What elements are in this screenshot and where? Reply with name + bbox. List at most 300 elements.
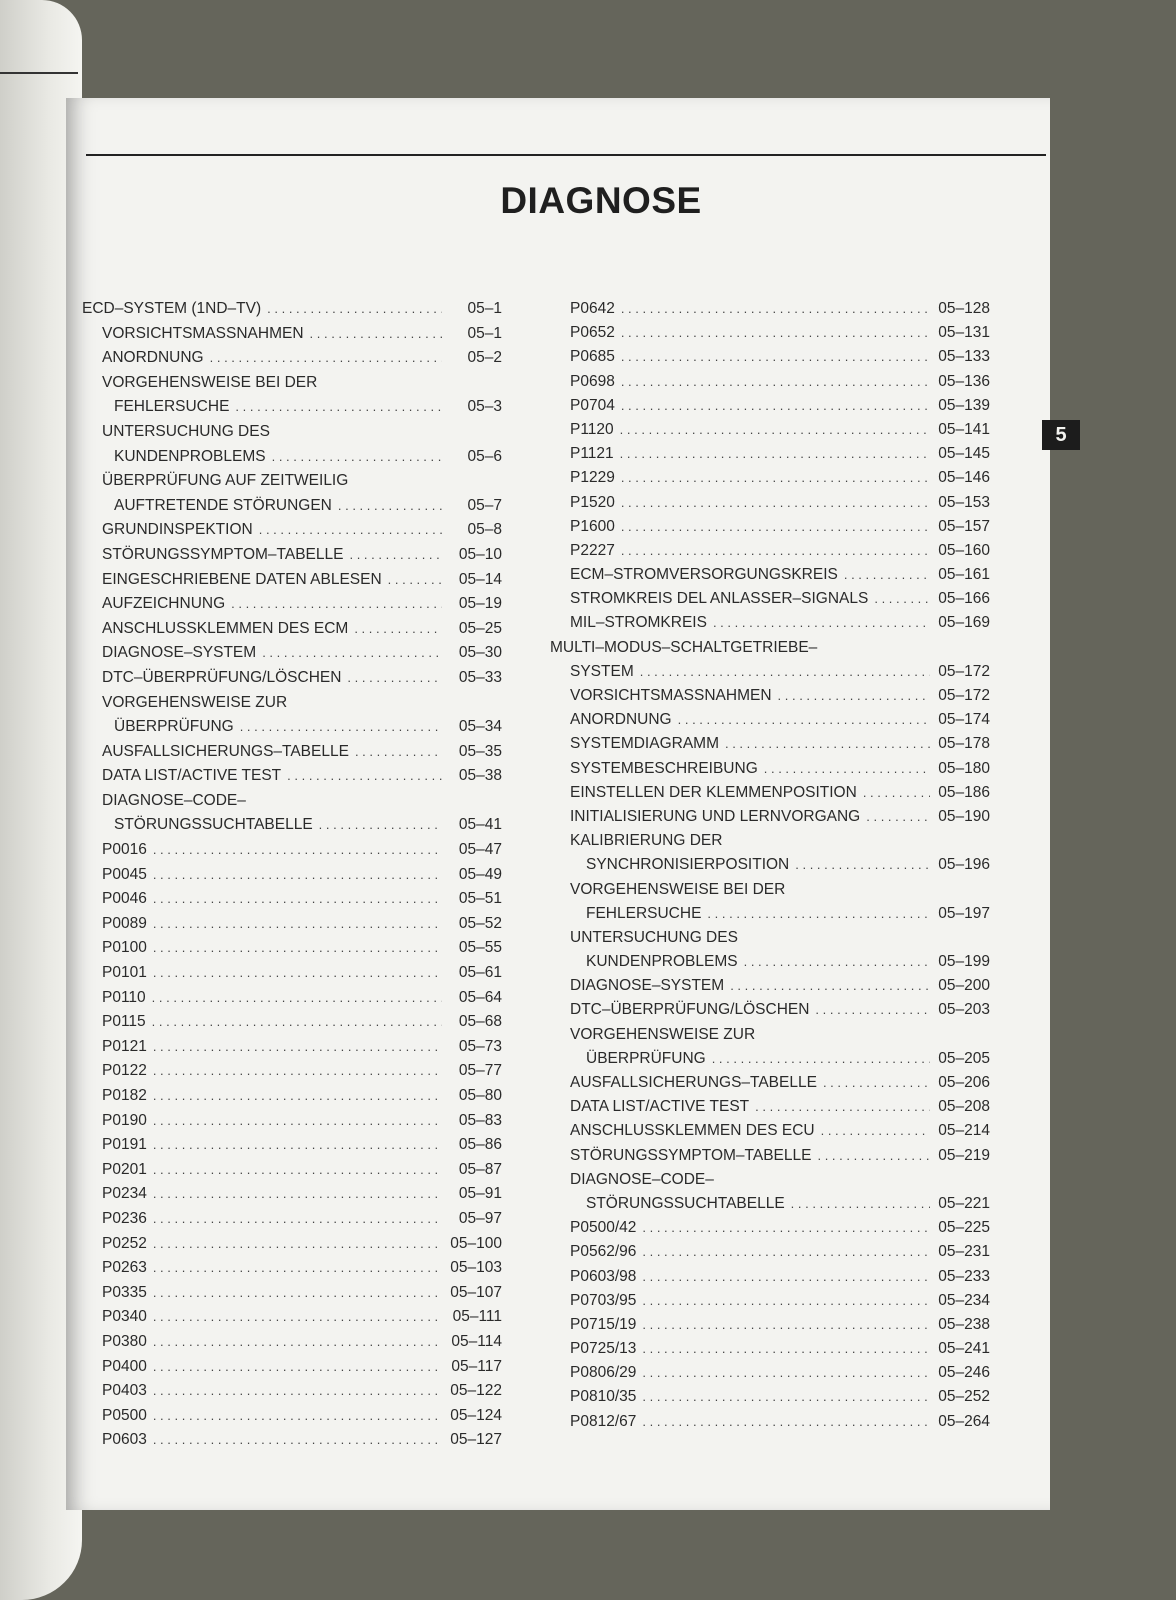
toc-dot-leader [338, 498, 442, 513]
toc-entry-page: 05–231 [938, 1243, 990, 1261]
toc-entry [550, 1122, 990, 1146]
toc-entry-page: 05–206 [938, 1074, 990, 1091]
toc-entry-page: 05–161 [938, 566, 990, 584]
toc-entry [82, 521, 502, 546]
toc-entry-label: P0400 [102, 1357, 147, 1375]
toc-dot-leader [725, 736, 930, 751]
toc-dot-leader [153, 1432, 442, 1447]
toc-dot-leader [755, 1099, 930, 1114]
toc-entry-page: 05–2 [467, 349, 502, 367]
toc-entry-page: 05–141 [938, 420, 990, 438]
toc-entry [550, 1026, 990, 1050]
toc-entry-label: AUFTRETENDE STÖRUNGEN [114, 496, 332, 514]
toc-entry-label: P0236 [102, 1209, 147, 1227]
toc-entry [550, 784, 990, 808]
toc-entry-label: STÖRUNGSSYMPTOM–TABELLE [570, 1146, 812, 1164]
toc-entry-page: 05–136 [938, 372, 990, 390]
toc-dot-leader [620, 446, 930, 461]
toc-entry-label: ANSCHLUSSKLEMMEN DES ECU [570, 1122, 815, 1140]
toc-entry-label: DIAGNOSE–SYSTEM [570, 977, 725, 995]
toc-entry [550, 1292, 990, 1316]
toc-entry-label: P0046 [102, 890, 147, 908]
toc-entry [82, 497, 502, 522]
toc-entry-label: KUNDENPROBLEMS [114, 447, 266, 465]
toc-entry-page: 05–35 [458, 742, 502, 760]
toc-entry-page: 05–25 [458, 619, 502, 637]
toc-entry-page: 05–131 [938, 324, 990, 342]
toc-dot-leader [240, 719, 442, 734]
toc-entry-page: 05–51 [458, 890, 502, 908]
toc-entry-label: P0016 [102, 841, 147, 859]
toc-entry-page: 05–7 [467, 496, 502, 514]
toc-entry-label: P0190 [102, 1111, 147, 1129]
toc-entry-label: P0810/35 [570, 1388, 637, 1406]
toc-entry [550, 832, 990, 856]
toc-entry [82, 718, 502, 743]
toc-dot-leader [621, 495, 930, 510]
toc-entry [82, 1161, 502, 1186]
toc-entry-page: 05–252 [938, 1388, 990, 1406]
toc-entry [550, 445, 990, 469]
toc-entry [82, 694, 502, 719]
toc-dot-leader [259, 522, 442, 537]
toc-entry-label: DIAGNOSE–CODE– [570, 1170, 714, 1188]
toc-entry [82, 595, 502, 620]
toc-dot-leader [153, 1162, 442, 1177]
toc-entry-label: DIAGNOSE–CODE– [102, 791, 246, 809]
toc-dot-leader [153, 1285, 442, 1300]
toc-dot-leader [863, 785, 930, 800]
toc-dot-leader [621, 301, 930, 316]
toc-entry-label: P0704 [570, 396, 615, 414]
toc-entry [550, 1413, 990, 1437]
toc-dot-leader [153, 1186, 442, 1201]
toc-entry-label: SYSTEMBESCHREIBUNG [570, 759, 758, 777]
toc-dot-leader [153, 1359, 442, 1374]
toc-entry-page: 05–103 [450, 1259, 502, 1277]
toc-entry-page: 05–160 [938, 541, 990, 559]
toc-entry-page: 05–111 [452, 1308, 502, 1326]
toc-entry [82, 1235, 502, 1260]
toc-dot-leader [310, 326, 442, 341]
toc-entry [550, 373, 990, 397]
toc-entry-page: 05–199 [938, 953, 990, 971]
toc-entry [82, 816, 502, 841]
toc-entry-page: 05–1 [467, 300, 502, 317]
toc-entry-label: P0340 [102, 1308, 147, 1326]
toc-entry-page: 05–80 [458, 1087, 502, 1104]
toc-entry [82, 792, 502, 817]
toc-entry [82, 767, 502, 792]
toc-entry [550, 614, 990, 638]
toc-entry [82, 325, 502, 350]
toc-entry-page: 05–122 [450, 1382, 502, 1400]
toc-dot-leader [795, 857, 930, 872]
toc-entry-label: P1120 [570, 420, 614, 438]
toc-entry-page: 05–178 [938, 735, 990, 753]
toc-entry [550, 1098, 990, 1122]
toc-entry-page: 05–49 [458, 865, 502, 883]
toc-entry-label: STROMKREIS DEL ANLASSER–SIGNALS [570, 590, 869, 608]
toc-entry [550, 397, 990, 421]
toc-dot-leader [621, 349, 930, 364]
toc-entry-label: P0403 [102, 1382, 147, 1400]
toc-dot-leader [621, 398, 930, 413]
toc-entry [82, 644, 502, 669]
toc-entry-label: FEHLERSUCHE [114, 398, 230, 416]
toc-entry [82, 472, 502, 497]
toc-entry-page: 05–197 [938, 904, 990, 922]
toc-dot-leader [153, 1137, 442, 1152]
toc-entry-label: P0703/95 [570, 1291, 637, 1309]
toc-entry-label: P0122 [102, 1062, 147, 1080]
toc-entry [82, 374, 502, 399]
toc-entry-label: DIAGNOSE–SYSTEM [102, 644, 257, 662]
toc-entry [550, 518, 990, 542]
toc-entry [550, 760, 990, 784]
toc-entry-label: ÜBERPRÜFUNG [586, 1049, 706, 1067]
toc-entry [82, 989, 502, 1014]
toc-entry-page: 05–128 [938, 300, 990, 317]
toc-entry-page: 05–8 [467, 521, 502, 539]
toc-entry-page: 05–246 [938, 1364, 990, 1382]
toc-entry [550, 421, 990, 445]
toc-entry [550, 1050, 990, 1074]
toc-entry-label: P1600 [570, 517, 615, 535]
toc-entry [550, 542, 990, 566]
toc-entry-label: P0234 [102, 1185, 147, 1203]
toc-entry-page: 05–34 [458, 718, 502, 736]
toc-entry-page: 05–10 [458, 545, 502, 563]
toc-dot-leader [642, 1414, 930, 1429]
toc-entry-page: 05–107 [450, 1283, 502, 1301]
toc-dot-leader [153, 1334, 442, 1349]
toc-entry-page: 05–73 [458, 1037, 502, 1055]
toc-dot-leader [823, 1075, 930, 1090]
toc-dot-leader [817, 1148, 930, 1163]
toc-entry-page: 05–1 [467, 324, 502, 342]
toc-dot-leader [642, 1269, 930, 1284]
toc-entry-label: DTC–ÜBERPRÜFUNG/LÖSCHEN [102, 668, 342, 686]
toc-entry-label: P0335 [102, 1283, 147, 1301]
toc-entry-label: P0045 [102, 865, 147, 883]
toc-entry [550, 1219, 990, 1243]
toc-dot-leader [621, 374, 930, 389]
toc-entry [550, 1171, 990, 1195]
toc-entry [550, 469, 990, 493]
facing-page-rule [0, 72, 78, 74]
toc-entry-label: P0191 [102, 1136, 147, 1154]
toc-entry-page: 05–172 [938, 662, 990, 680]
toc-entry [550, 1001, 990, 1025]
toc-dot-leader [642, 1317, 930, 1332]
toc-dot-leader [153, 1211, 442, 1226]
toc-entry [82, 571, 502, 596]
toc-entry-label: VORGEHENSWEISE ZUR [102, 693, 288, 711]
toc-entry [82, 546, 502, 571]
toc-entry [82, 1358, 502, 1383]
toc-dot-leader [354, 621, 442, 636]
toc-dot-leader [347, 670, 442, 685]
toc-entry-label: FEHLERSUCHE [586, 904, 702, 922]
toc-entry-page: 05–47 [458, 841, 502, 859]
toc-entry [82, 1382, 502, 1407]
toc-entry [82, 939, 502, 964]
toc-entry-page: 05–133 [938, 348, 990, 366]
toc-entry [550, 953, 990, 977]
toc-entry-label: P0263 [102, 1259, 147, 1277]
document-page [66, 98, 1050, 1510]
toc-dot-leader [791, 1196, 930, 1211]
toc-entry-label: P0715/19 [570, 1315, 637, 1333]
toc-entry-page: 05–100 [450, 1234, 502, 1252]
toc-entry-label: P0500 [102, 1406, 147, 1424]
toc-dot-leader [153, 940, 442, 955]
toc-entry-label: ANORDNUNG [570, 711, 672, 729]
toc-entry [82, 300, 502, 325]
toc-entry-page: 05–55 [458, 939, 502, 957]
toc-entry-label: GRUNDINSPEKTION [102, 521, 253, 539]
toc-entry-page: 05–77 [458, 1062, 502, 1080]
toc-entry-label: P0603 [102, 1431, 147, 1449]
toc-entry-label: P1229 [570, 469, 615, 487]
toc-entry-label: MIL–STROMKREIS [570, 614, 707, 632]
toc-dot-leader [153, 1063, 442, 1078]
toc-dot-leader [152, 990, 442, 1005]
toc-entry-label: ÜBERPRÜFUNG [114, 718, 234, 736]
toc-dot-leader [153, 1236, 442, 1251]
toc-entry-label: P0101 [102, 964, 147, 982]
toc-dot-leader [210, 350, 442, 365]
toc-dot-leader [642, 1341, 930, 1356]
toc-entry [550, 808, 990, 832]
toc-dot-leader [620, 422, 930, 437]
toc-entry-page: 05–169 [938, 614, 990, 632]
toc-entry-label: VORSICHTSMASSNAHMEN [570, 687, 772, 704]
header-rule [86, 154, 1046, 156]
toc-entry-page: 05–221 [938, 1194, 990, 1212]
toc-entry-page: 05–157 [938, 517, 990, 535]
toc-entry [550, 590, 990, 614]
toc-dot-leader [349, 547, 442, 562]
toc-entry-label: UNTERSUCHUNG DES [570, 928, 738, 946]
toc-entry-label: P0089 [102, 914, 147, 932]
toc-entry-label: ECD–SYSTEM (1ND–TV) [82, 300, 262, 317]
toc-entry-page: 05–203 [938, 1001, 990, 1019]
toc-entry-label: P0725/13 [570, 1340, 637, 1358]
toc-entry-label: EINSTELLEN DER KLEMMENPOSITION [570, 783, 857, 801]
toc-entry-label: STÖRUNGSSUCHTABELLE [586, 1194, 785, 1212]
toc-entry-page: 05–38 [458, 767, 502, 785]
toc-dot-leader [267, 301, 442, 316]
toc-entry [82, 1284, 502, 1309]
toc-dot-leader [231, 596, 442, 611]
toc-entry-page: 05–180 [938, 759, 990, 777]
toc-entry-page: 05–238 [938, 1315, 990, 1333]
toc-entry-label: ECM–STROMVERSORGUNGSKREIS [570, 566, 838, 584]
toc-entry-label: P0115 [102, 1013, 146, 1031]
toc-entry [550, 1074, 990, 1098]
toc-entry-page: 05–166 [938, 590, 990, 608]
toc-dot-leader [153, 1113, 442, 1128]
toc-entry [82, 398, 502, 423]
chapter-tab-marker: 5 [1042, 420, 1080, 450]
toc-entry-page: 05–172 [938, 687, 990, 704]
toc-entry-label: P0252 [102, 1234, 147, 1252]
toc-entry-label: P0652 [570, 324, 615, 342]
toc-entry-label: P0642 [570, 300, 615, 317]
toc-entry-page: 05–14 [458, 570, 502, 588]
toc-entry-label: MULTI–MODUS–SCHALTGETRIEBE– [550, 638, 818, 656]
toc-entry-page: 05–153 [938, 493, 990, 511]
toc-entry-label: P0812/67 [570, 1412, 637, 1430]
toc-entry-page: 05–3 [467, 398, 502, 416]
toc-entry-label: P0500/42 [570, 1219, 637, 1237]
toc-dot-leader [319, 817, 442, 832]
toc-entry-page: 05–87 [458, 1160, 502, 1178]
toc-entry [82, 964, 502, 989]
toc-entry [82, 1210, 502, 1235]
toc-dot-leader [153, 1088, 442, 1103]
toc-entry-page: 05–214 [938, 1122, 990, 1140]
toc-entry [550, 856, 990, 880]
toc-entry-label: P0121 [102, 1037, 147, 1055]
toc-entry [550, 494, 990, 518]
toc-entry-label: SYNCHRONISIERPOSITION [586, 856, 790, 874]
toc-entry-label: KUNDENPROBLEMS [586, 953, 738, 971]
toc-entry-page: 05–200 [938, 977, 990, 995]
toc-entry [550, 905, 990, 929]
toc-entry-label: AUFZEICHNUNG [102, 595, 226, 613]
toc-entry-label: KALIBRIERUNG DER [570, 832, 723, 850]
toc-dot-leader [153, 867, 442, 882]
toc-entry [550, 735, 990, 759]
toc-dot-leader [262, 645, 442, 660]
toc-entry-page: 05–124 [450, 1406, 502, 1424]
toc-entry [550, 663, 990, 687]
page-title: DIAGNOSE [500, 180, 702, 221]
toc-dot-leader [153, 1383, 442, 1398]
toc-entry-label: DATA LIST/ACTIVE TEST [570, 1098, 750, 1116]
toc-entry [550, 566, 990, 590]
toc-dot-leader [874, 591, 930, 606]
toc-entry-page: 05–64 [458, 988, 502, 1006]
toc-entry [82, 1185, 502, 1210]
toc-entry [82, 915, 502, 940]
toc-entry-page: 05–196 [938, 856, 990, 874]
toc-entry-label: STÖRUNGSSYMPTOM–TABELLE [102, 545, 344, 563]
toc-entry-label: SYSTEM [570, 662, 634, 680]
toc-entry [82, 1308, 502, 1333]
toc-entry [550, 929, 990, 953]
toc-entry-page: 05–117 [451, 1357, 502, 1375]
toc-entry-page: 05–205 [938, 1049, 990, 1067]
toc-entry-label: P0685 [570, 348, 615, 366]
toc-dot-leader [821, 1123, 930, 1138]
toc-entry [82, 890, 502, 915]
toc-entry-label: P0380 [102, 1332, 147, 1350]
toc-dot-leader [153, 1408, 442, 1423]
toc-entry-label: P0201 [102, 1160, 147, 1178]
toc-entry-label: P0698 [570, 372, 615, 390]
toc-dot-leader [153, 891, 442, 906]
toc-entry-label: ÜBERPRÜFUNG AUF ZEITWEILIG [102, 472, 349, 490]
toc-entry [82, 349, 502, 374]
toc-dot-leader [153, 1260, 442, 1275]
toc-entry [82, 1259, 502, 1284]
toc-entry [550, 348, 990, 372]
toc-dot-leader [272, 449, 442, 464]
toc-left-column [82, 300, 502, 1456]
toc-entry [82, 841, 502, 866]
toc-dot-leader [153, 965, 442, 980]
toc-dot-leader [388, 572, 442, 587]
toc-entry [550, 881, 990, 905]
toc-entry [82, 1431, 502, 1456]
toc-entry-label: P0100 [102, 939, 147, 957]
toc-entry-page: 05–233 [938, 1267, 990, 1285]
toc-dot-leader [355, 744, 442, 759]
toc-entry-label: VORGEHENSWEISE BEI DER [570, 880, 786, 898]
toc-entry-page: 05–83 [458, 1111, 502, 1129]
toc-entry-page: 05–68 [458, 1013, 502, 1031]
toc-dot-leader [621, 470, 930, 485]
toc-entry-label: ANORDNUNG [102, 349, 204, 367]
toc-entry-label: ANSCHLUSSKLEMMEN DES ECM [102, 619, 349, 637]
toc-dot-leader [640, 664, 930, 679]
toc-entry-label: AUSFALLSICHERUNGS–TABELLE [570, 1074, 817, 1091]
toc-entry [82, 743, 502, 768]
toc-dot-leader [642, 1365, 930, 1380]
toc-entry-label: P2227 [570, 541, 615, 559]
toc-entry-label: P0603/98 [570, 1267, 637, 1285]
toc-entry [550, 1316, 990, 1340]
toc-dot-leader [642, 1293, 930, 1308]
toc-entry-page: 05–52 [458, 914, 502, 932]
toc-entry [82, 1112, 502, 1137]
toc-entry-page: 05–30 [458, 644, 502, 662]
toc-entry-page: 05–219 [938, 1146, 990, 1164]
toc-entry-label: P0562/96 [570, 1243, 637, 1261]
toc-dot-leader [866, 809, 930, 824]
toc-right-column [550, 300, 990, 1437]
toc-dot-leader [707, 906, 930, 921]
toc-dot-leader [713, 615, 930, 630]
toc-dot-leader [844, 567, 930, 582]
toc-entry-page: 05–41 [458, 816, 502, 834]
toc-entry [82, 866, 502, 891]
toc-entry-label: STÖRUNGSSUCHTABELLE [114, 816, 313, 834]
toc-entry-label: P0110 [102, 988, 146, 1006]
toc-entry-page: 05–86 [458, 1136, 502, 1154]
toc-entry-page: 05–19 [458, 595, 502, 613]
toc-entry-page: 05–97 [458, 1209, 502, 1227]
toc-entry [550, 1364, 990, 1388]
toc-entry-page: 05–208 [938, 1098, 990, 1116]
toc-entry-label: P0806/29 [570, 1364, 637, 1382]
toc-dot-leader [153, 916, 442, 931]
toc-entry-label: SYSTEMDIAGRAMM [570, 735, 719, 753]
toc-dot-leader [744, 954, 930, 969]
toc-entry [82, 1136, 502, 1161]
toc-entry-page: 05–6 [467, 447, 502, 465]
toc-dot-leader [152, 1014, 442, 1029]
toc-dot-leader [621, 543, 930, 558]
toc-dot-leader [621, 519, 930, 534]
toc-entry-label: VORGEHENSWEISE BEI DER [102, 373, 318, 391]
toc-entry [82, 448, 502, 473]
toc-entry [82, 620, 502, 645]
